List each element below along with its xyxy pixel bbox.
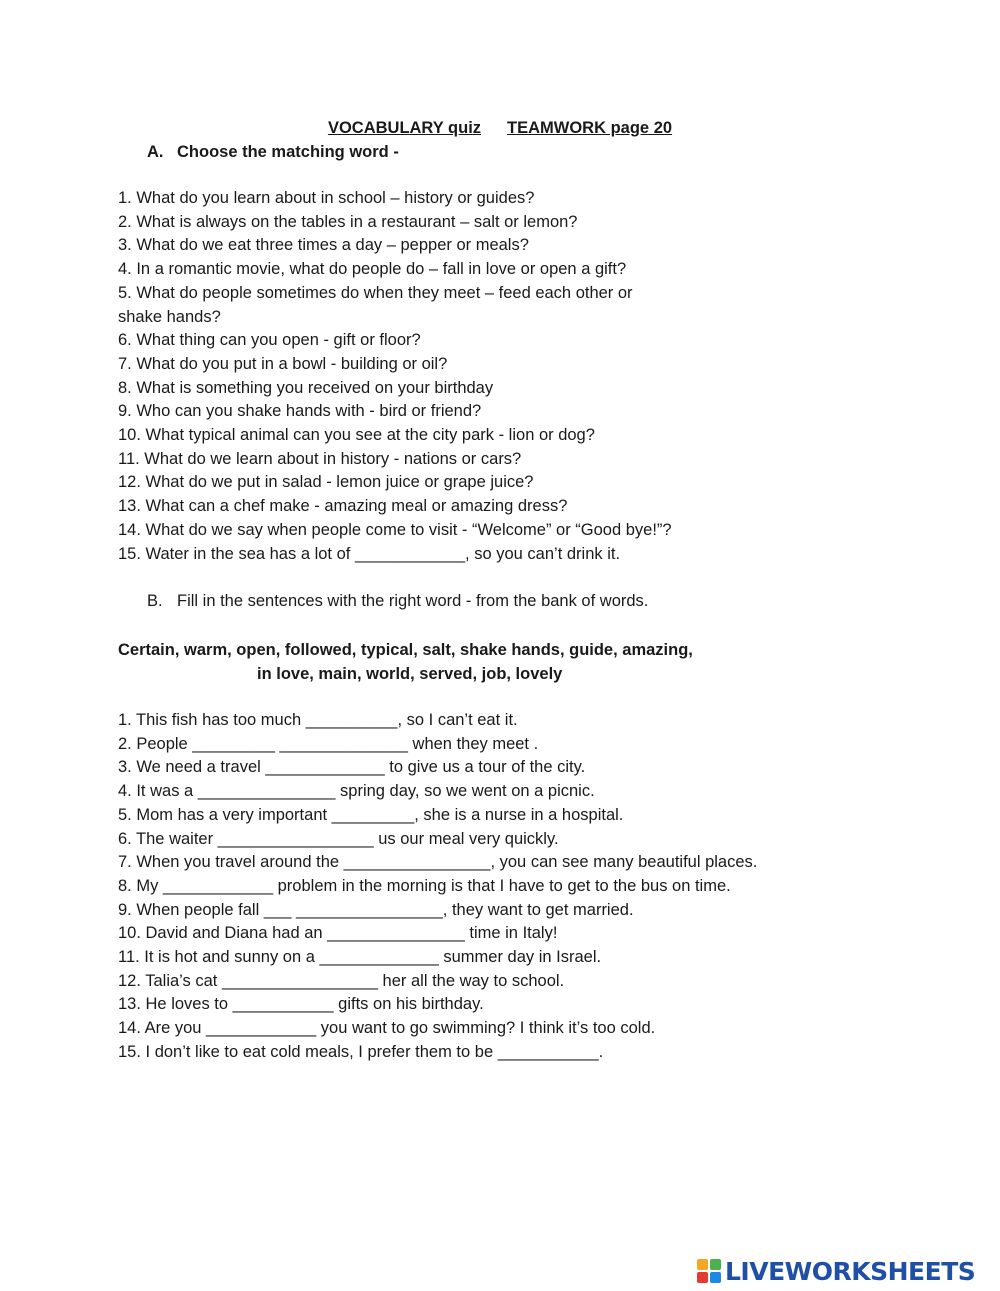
question-line-11: 10. What typical animal can you see at the city park - lion or dog? <box>118 426 595 445</box>
sentence-line-12: 12. Talia’s cat _________________ her all the way to school. <box>118 971 565 990</box>
sentence-line-5: 5. Mom has a very important _________, she is a nurse in a hospital. <box>118 805 624 824</box>
sentence-line-7: 7. When you travel around the ________________, you can see many beautiful places. <box>118 853 758 872</box>
word-bank <box>118 638 693 686</box>
sentence-line-14: 14. Are you ____________ you want to go swimming? I think it’s too cold. <box>118 1019 656 1038</box>
page-title <box>0 117 1000 139</box>
sentence-line-9: 9. When people fall ___ ________________, they want to get married. <box>118 900 634 919</box>
question-line-15: 14. What do we say when people come to visit - “Welcome” or “Good bye!”? <box>118 520 672 539</box>
section-a-heading <box>147 141 399 163</box>
question-line-8: 7. What do you put in a bowl - building or oil? <box>118 354 448 373</box>
logo-block-2 <box>710 1259 721 1270</box>
logo-block-3 <box>697 1272 708 1283</box>
question-line-12: 11. What do we learn about in history - nations or cars? <box>118 449 522 468</box>
question-line-5: 5. What do people sometimes do when they meet – feed each other or <box>118 283 633 302</box>
question-line-6: shake hands? <box>118 307 221 326</box>
section-b-sentences <box>118 709 757 1065</box>
section-b-title: Fill in the sentences with the right word - from the bank of words. <box>177 592 649 610</box>
sentence-line-3: 3. We need a travel _____________ to give us a tour of the city. <box>118 758 586 777</box>
sentence-line-1: 1. This fish has too much __________, so I can’t eat it. <box>118 711 518 729</box>
sentence-line-15: 15. I don’t like to eat cold meals, I prefer them to be ___________. <box>118 1042 604 1061</box>
title-part-2: TEAMWORK page 20 <box>507 119 673 137</box>
section-a-letter: A. <box>147 143 164 161</box>
question-line-14: 13. What can a chef make - amazing meal or amazing dress? <box>118 497 568 516</box>
sentence-line-8: 8. My ____________ problem in the morning is that I have to get to the bus on time. <box>118 876 731 895</box>
title-part-1: VOCABULARY quiz <box>327 119 482 137</box>
sentence-line-6: 6. The waiter _________________ us our meal very quickly. <box>118 829 559 848</box>
question-line-1: 1. What do you learn about in school – history or guides? <box>118 189 535 207</box>
question-line-3: 3. What do we eat three times a day – pepper or meals? <box>118 236 529 255</box>
logo-block-4 <box>710 1272 721 1283</box>
question-line-7: 6. What thing can you open - gift or floor? <box>118 331 421 350</box>
question-line-4: 4. In a romantic movie, what do people do – fall in love or open a gift? <box>118 260 627 279</box>
question-line-10: 9. Who can you shake hands with - bird or friend? <box>118 402 482 421</box>
logo-blocks-icon <box>697 1259 721 1283</box>
sentence-line-10: 10. David and Diana had an _______________ time in Italy! <box>118 924 558 943</box>
question-line-9: 8. What is something you received on your birthday <box>118 378 494 397</box>
sentence-line-13: 13. He loves to ___________ gifts on his birthday. <box>118 995 484 1014</box>
logo-block-1 <box>697 1259 708 1270</box>
question-line-2: 2. What is always on the tables in a restaurant – salt or lemon? <box>118 212 578 231</box>
word-bank-line-2: in love, main, world, served, job, lovely <box>257 665 563 683</box>
section-b-letter: B. <box>147 592 163 610</box>
question-line-13: 12. What do we put in salad - lemon juice or grape juice? <box>118 473 534 492</box>
section-b-heading <box>147 590 648 612</box>
sentence-line-11: 11. It is hot and sunny on a _____________ summer day in Israel. <box>118 948 602 967</box>
liveworksheets-logo <box>697 1253 975 1289</box>
sentence-line-2: 2. People _________ ______________ when they meet . <box>118 734 539 753</box>
logo-wordmark: LIVEWORKSHEETS <box>725 1256 976 1286</box>
section-a-questions <box>118 187 672 566</box>
word-bank-line-1: Certain, warm, open, followed, typical, salt, shake hands, guide, amazing, <box>118 641 693 659</box>
question-line-16: 15. Water in the sea has a lot of ____________, so you can’t drink it. <box>118 544 621 563</box>
section-a-title: Choose the matching word - <box>177 143 399 161</box>
sentence-line-4: 4. It was a _______________ spring day, so we went on a picnic. <box>118 782 595 801</box>
